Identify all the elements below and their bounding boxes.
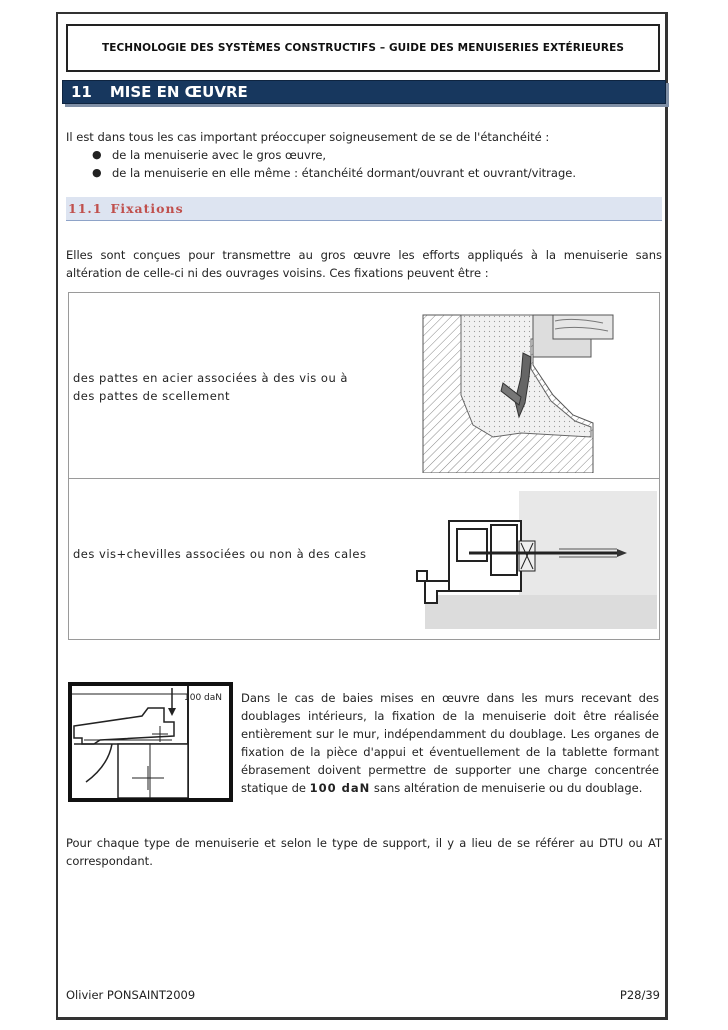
subsection-title: Fixations <box>110 201 184 216</box>
footer-author: Olivier PONSAINT2009 <box>66 988 196 1002</box>
load-value: 100 daN <box>309 781 371 795</box>
load-text-after: sans altération de menuiserie ou du doublage. <box>370 781 643 795</box>
table-row <box>69 293 659 479</box>
section-title: MISE EN ŒUVRE <box>109 83 248 101</box>
subsection-number: 11.1 <box>68 201 103 216</box>
fixations-table <box>68 292 660 640</box>
fixation-type-text: des pattes en acier associées à des vis ou à des pattes de scellement <box>73 371 348 403</box>
load-text-before: Dans le cas de baies mises en œuvre dans les murs recevant des doublages intérieurs, la fixation de la menuiserie doit être réalisée entièrement sur le mur, indépendamment du doublage. Les organes de fixation de la pièce d'appui et éventuellement de la tablette formant ébrasement doivent permettre de supporter une charge concentrée statique de <box>241 691 659 795</box>
load-paragraph <box>241 689 659 797</box>
document-header <box>66 24 660 72</box>
bullet-item: ● de la menuiserie en elle même : étanchéité dormant/ouvrant et ouvrant/vitrage. <box>90 164 662 182</box>
subsection-heading <box>66 197 662 221</box>
intro-paragraph <box>66 128 662 182</box>
steel-bracket-drawing <box>403 305 657 473</box>
closing-paragraph: Pour chaque type de menuiserie et selon le type de support, il y a lieu de se référer au DTU ou AT correspondant. <box>66 836 662 868</box>
section-heading <box>62 80 666 104</box>
bullet-item: ● de la menuiserie avec le gros œuvre, <box>90 146 662 164</box>
load-diagram <box>68 682 233 802</box>
fixations-intro: Elles sont conçues pour transmettre au gros œuvre les efforts appliqués à la menuiserie sans altération de celle-ci ni des ouvrages voisins. Ces fixations peuvent être : <box>66 248 662 280</box>
screw-anchor-drawing <box>409 491 657 629</box>
footer-page-number: P28/39 <box>619 988 660 1002</box>
section-number: 11 <box>71 83 92 101</box>
load-label: 100 daN <box>184 693 222 703</box>
intro-bullet-list <box>66 146 662 182</box>
table-row <box>69 479 659 639</box>
header-title: TECHNOLOGIE DES SYSTÈMES CONSTRUCTIFS – GUIDE DES MENUISERIES EXTÉRIEURES <box>101 42 625 54</box>
intro-lead: Il est dans tous les cas important préoccuper soigneusement de se de l'étanchéité : <box>66 130 550 144</box>
fixation-type-text: des vis+chevilles associées ou non à des cales <box>73 547 367 561</box>
